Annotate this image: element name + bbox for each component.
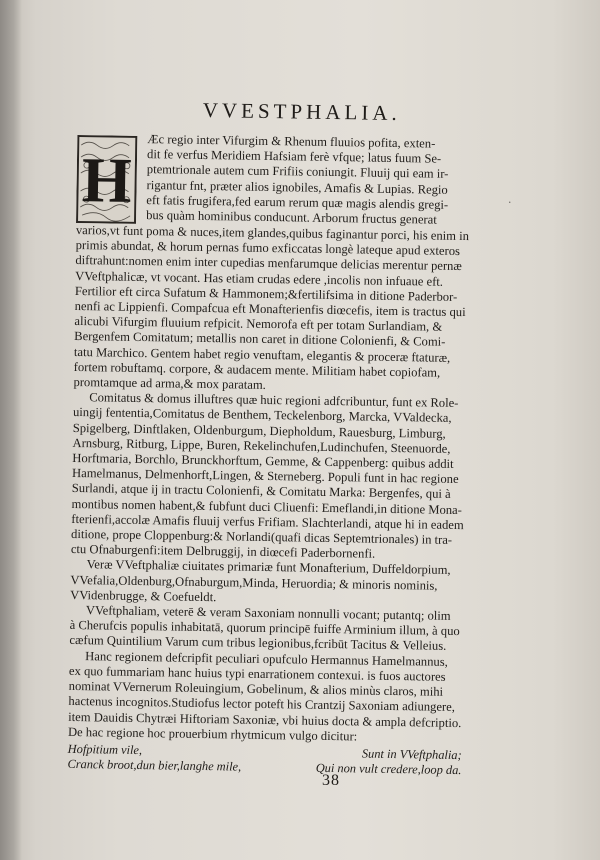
text-line: ditione, prope Cloppenburg:& Norlandi(quafi dicas Septemtrionales) in tra-	[71, 527, 453, 547]
text-line: cæfum Quintilium Varum cum tribus legionibus,fcribūt Tacitus & Velleius.	[69, 633, 447, 654]
text-line: hactenus incognitos.Studiofus lector poteft his Crantzij Saxoniam adiungere,	[68, 694, 456, 715]
text-block	[67, 96, 502, 823]
text-line: promtamque ad arma,& mox paratam.	[73, 374, 266, 393]
text-line: Hamelmanus, Delmenhorft,Lingen, & Sterneberg. Populi funt in hac regione	[71, 466, 459, 487]
book-gutter-shadow	[0, 0, 22, 860]
text-line: primis abundat, & horum pernas fumo exficcatas longè lateque apud exteros	[75, 238, 461, 259]
text-line: De hac regione hoc prouerbium rhytmicum vulgo dicitur:	[67, 724, 358, 744]
text-line: Hanc regionem defcripfit peculiari opufculo Hermannus Hamelmannus,	[85, 648, 448, 669]
drop-cap-initial	[76, 135, 137, 224]
paragraph-4	[68, 603, 494, 746]
text-line: VVeftphalicæ, vt vocant. Has etiam crudas edere ,incolis non infuaue eft.	[75, 268, 444, 289]
text-line: montibus nomen habent,& fubfunt duci Cliuenfi: Emeflandi,in ditione Mona-	[71, 496, 463, 517]
text-line: fortem robuftamq. corpore, & audacem mente. Militiam habet copiofam,	[73, 359, 441, 380]
text-line: fterienfi,accolæ Amafis fluuij verfus Frifiam. Slachterlandi, atque hi in eadem	[71, 511, 464, 532]
text-line: tatu Marchico. Gentem habet regio venuftam, elegantis & proceræ ftaturæ,	[73, 344, 451, 365]
text-line: Arnsburg, Ritburg, Lippe, Buren, Rekelinchufen,Ludinchufen, Steenuorde,	[72, 435, 451, 456]
page-title: VVESTPHALIA.	[202, 97, 401, 126]
proverb-verse	[67, 742, 491, 779]
text-line: Surlandi, atque ij in tractu Colonienfi, & Comitatu Marka: Bergenfes, qui à	[71, 481, 451, 502]
drop-cap-letter: H	[81, 144, 133, 216]
text-line: Bergenfem Comitatum; metallis non caret in ditione Colonienfi, & Comi-	[74, 329, 446, 350]
text-line: eft fatis frugifera,fed earum rerum quæ magis alendis gregi-	[146, 192, 449, 212]
paragraph-3	[70, 557, 495, 609]
text-line: à Cherufcis populis inhabitatā, quorum principē fuiffe Arminium illum, à quo	[69, 618, 460, 639]
text-line: varios,vt funt poma & nuces,item glandes,quibus faginantur porci, his enim in	[75, 222, 470, 244]
pencil-mark: ·	[508, 196, 512, 209]
text-line: VVefalia,Oldenburg,Ofnaburgum,Minda, Heruordia; & minoris nominis,	[70, 572, 438, 593]
ornamental-initial-icon	[76, 135, 137, 224]
text-line: alicubi Vifurgim fluuium refpicit. Nemorofa eft per totam Surlandiam, &	[74, 314, 443, 334]
text-line: bus quàm hominibus conducunt. Arborum fructus generat	[146, 208, 437, 227]
text-line: Æc regio inter Vifurgim & Rhenum fluuios pofita, exten-	[147, 132, 436, 151]
text-line: item Dauidis Chytræi Hiftoriam Saxoniæ, vbi huius docta & ampla defcriptio.	[68, 709, 462, 730]
text-line: dit fe verfus Meridiem Hafsiam ferè vfque; latus fuum Se-	[146, 147, 442, 166]
text-line: VVidenbrugge, & Coefueldt.	[70, 587, 217, 605]
verse-line: Qui non vult credere,loop da.	[315, 760, 462, 778]
paragraph-1	[73, 131, 501, 397]
verse-line: Cranck broot,dun bier,langhe mile,	[67, 756, 242, 774]
text-line: VVeftphaliam, veterē & veram Saxoniam nonnulli vocant; putantq; olim	[85, 603, 451, 623]
text-line: nominat VVernerum Roleuingium, Gobelinum, & alios minùs claros, mihi	[68, 679, 444, 699]
verse-line: Hofpitium vile,	[67, 741, 143, 757]
text-line: diftrahunt:nomen enim inter cupedias menfarumque delicias merentur pernæ	[75, 253, 462, 274]
text-line: Spigelberg, Dinftlaken, Oldenburgum, Diepholdum, Rauesburg, Limburg,	[72, 420, 446, 441]
text-line: rigantur fnt, præter alios ignobiles, Amafis & Lupias. Regio	[146, 177, 448, 197]
verse-line: Sunt in VVeftphalia;	[361, 746, 462, 763]
page-number: 38	[322, 772, 340, 789]
paragraph-2	[71, 390, 498, 564]
text-line: ptemtrionale autem cum Frifiis coniungit. Fluuij qui eam ir-	[146, 162, 449, 182]
text-line: nenfi ac Lippienfi. Compafcua eft Monafterienfis diœcefis, item is tractus qui	[74, 298, 466, 320]
text-line: ctu Ofnaburgenfi:item Delbruggij, in diœcefi Paderbornenfi.	[70, 542, 376, 561]
text-line: Veræ VVeftphaliæ ciuitates primariæ funt Monafterium, Duffeldorpium,	[86, 557, 451, 578]
text-line: Horftmaria, Borchlo, Brunckhorftum, Gemme, & Cappenberg: quibus addit	[72, 451, 454, 471]
text-line: uingij fententia,Comitatus de Benthem, Teckelenborg, Marcka, VValdecka,	[72, 405, 452, 426]
text-line: ex quo fummariam hanc huius typi enarrationem contexui. is fuos auctores	[68, 663, 446, 684]
text-line: Fertilior eft circa Sufatum & Hammonem;&fertilifsima in ditione Paderbor-	[74, 283, 458, 304]
text-line: Comitatus & domus illuftres quæ huic regioni adfcribuntur, funt ex Role-	[89, 390, 459, 411]
